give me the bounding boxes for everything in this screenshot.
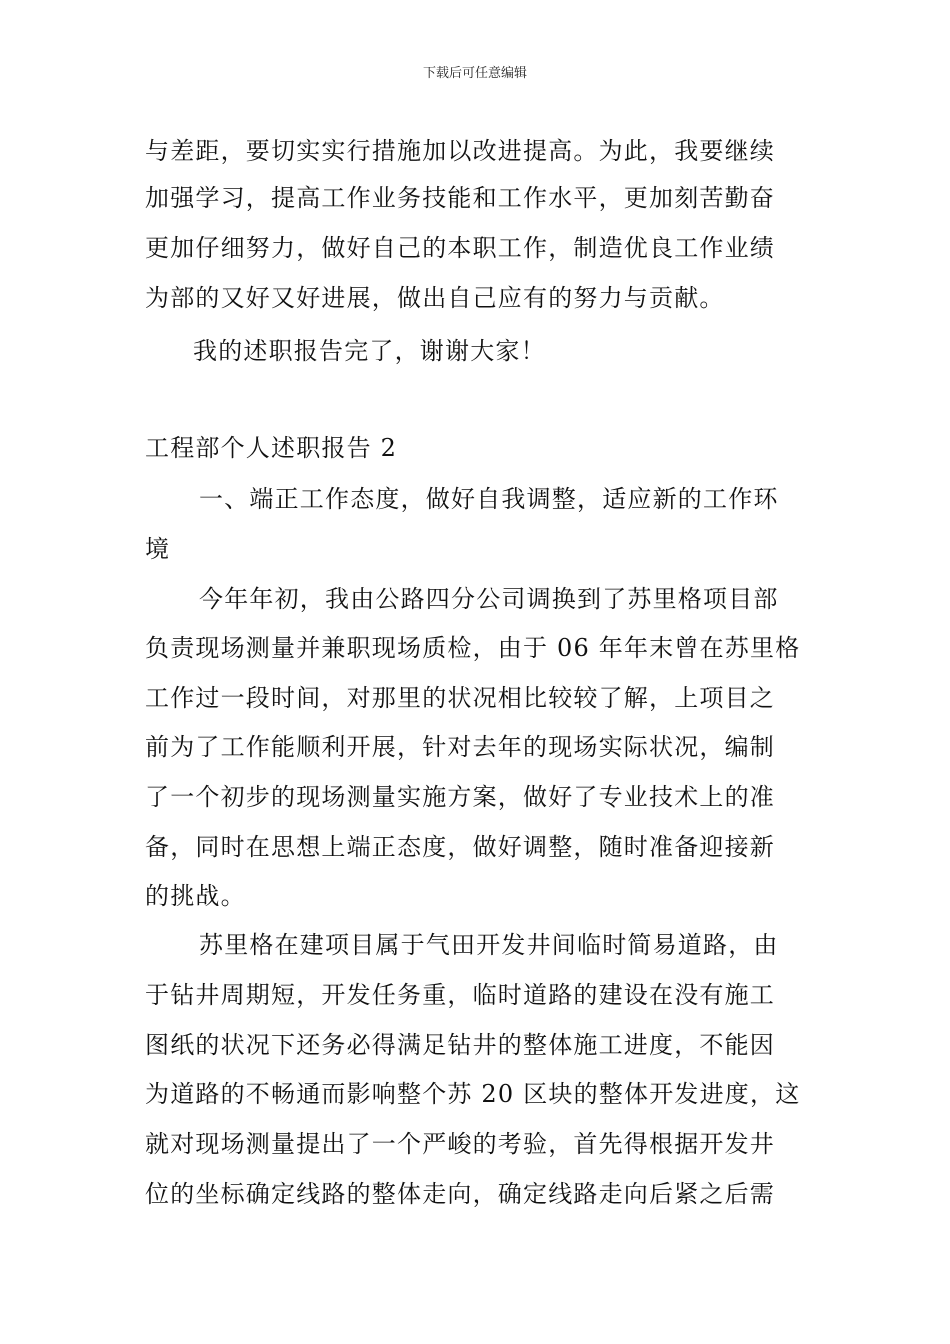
text-line: 了一个初步的现场测量实施方案，做好了专业技术上的准 <box>145 783 775 811</box>
text-line: 前为了工作能顺利开展，针对去年的现场实际状况，编制 <box>145 733 775 761</box>
page-header: 下载后可任意编辑 <box>422 66 527 81</box>
text-line: 为部的又好又好进展，做出自己应有的努力与贡献。 <box>145 284 725 312</box>
text-line: 更加仔细努力，做好自己的本职工作，制造优良工作业绩 <box>145 234 775 262</box>
text-line: 备，同时在思想上端正态度，做好调整，随时准备迎接新 <box>145 833 775 861</box>
text-line: 今年年初，我由公路四分公司调换到了苏里格项目部 <box>199 585 779 613</box>
text-line: 负责现场测量并兼职现场质检，由于 06 年年末曾在苏里格 <box>145 634 801 662</box>
text-line: 加强学习，提高工作业务技能和工作水平，更加刻苦勤奋 <box>145 184 775 212</box>
section-heading: 工程部个人述职报告 2 <box>145 434 398 462</box>
text-line: 工作过一段时间，对那里的状况相比较较了解，上项目之 <box>145 684 775 712</box>
text-line: 位的坐标确定线路的整体走向，确定线路走向后紧之后需 <box>145 1180 775 1208</box>
text-line: 苏里格在建项目属于气田开发井间临时简易道路，由 <box>199 931 779 959</box>
text-line: 为道路的不畅通而影响整个苏 20 区块的整体开发进度，这 <box>145 1080 801 1108</box>
text-line: 境 <box>145 535 171 563</box>
text-line: 就对现场测量提出了一个严峻的考验，首先得根据开发井 <box>145 1130 775 1158</box>
text-line: 的挑战。 <box>145 882 246 910</box>
text-line: 于钻井周期短，开发任务重，临时道路的建设在没有施工 <box>145 981 775 1009</box>
text-line: 与差距，要切实实行措施加以改进提高。为此，我要继续 <box>145 137 775 165</box>
text-line: 一、端正工作态度，做好自我调整，适应新的工作环 <box>199 485 779 513</box>
text-line: 图纸的状况下还务必得满足钻井的整体施工进度，不能因 <box>145 1031 775 1059</box>
text-line: 我的述职报告完了，谢谢大家！ <box>193 337 546 365</box>
